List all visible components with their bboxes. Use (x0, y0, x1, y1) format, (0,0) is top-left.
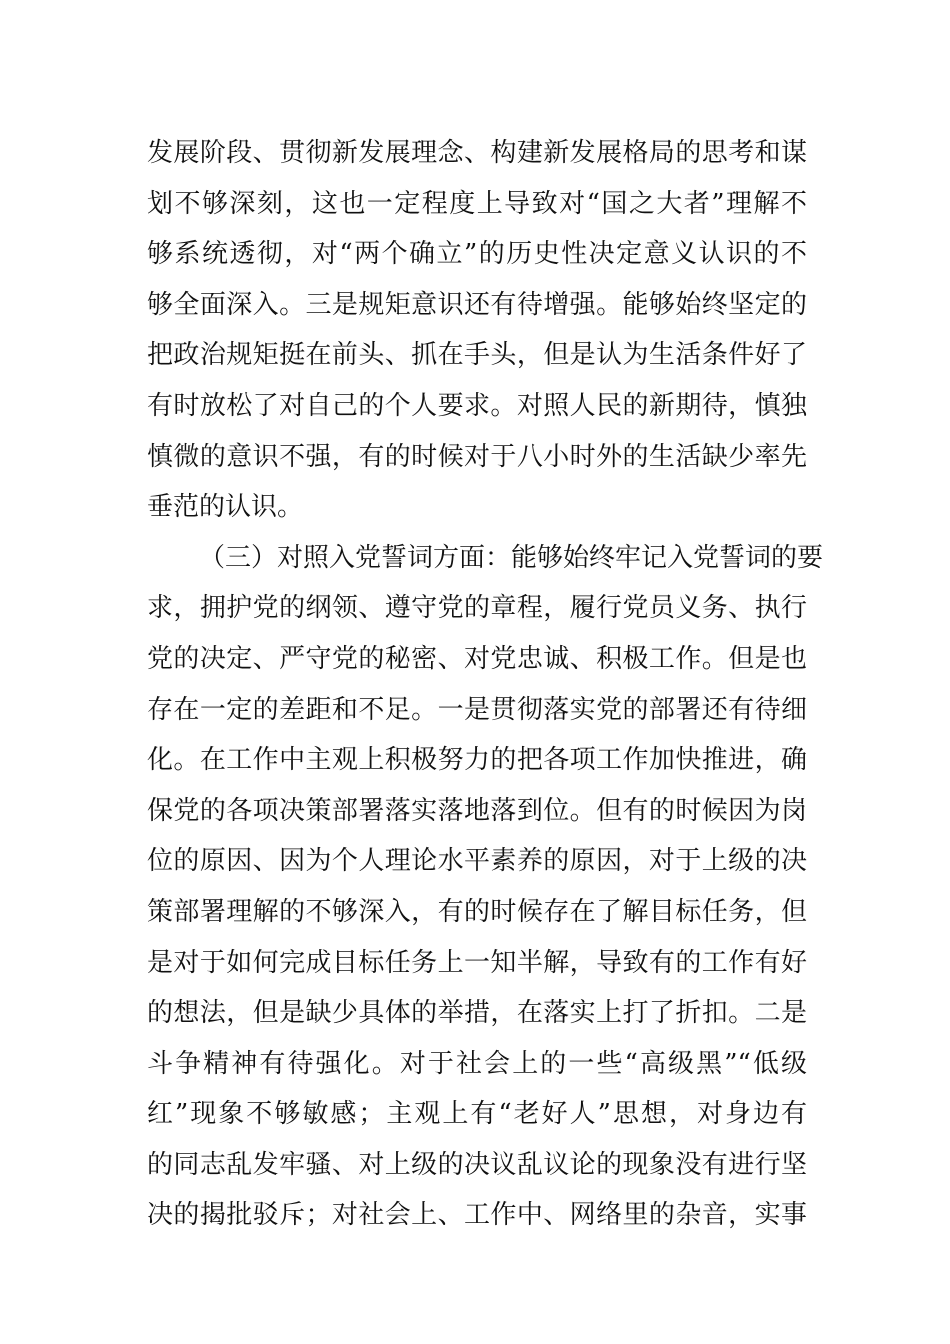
text-line: 存在一定的差距和不足。一是贯彻落实党的部署还有待细 (147, 694, 807, 725)
text-line: 决的揭批驳斥；对社会上、工作中、网络里的杂音，实事 (147, 1200, 807, 1231)
text-line: 够全面深入。三是规矩意识还有待增强。能够始终坚定的 (147, 289, 807, 320)
text-line: 把政治规矩挺在前头、抓在手头，但是认为生活条件好了 (147, 340, 807, 371)
paragraph-start-line: （三）对照入党誓词方面：能够始终牢记入党誓词的要 (199, 542, 824, 573)
text-line: 斗争精神有待强化。对于社会上的一些“高级黑”“低级 (147, 1048, 807, 1079)
body-text (147, 128, 824, 1241)
text-line: 垂范的认识。 (147, 492, 304, 523)
text-line: 发展阶段、贯彻新发展理念、构建新发展格局的思考和谋 (147, 138, 807, 168)
text-line: 慎微的意识不强，有的时候对于八小时外的生活缺少率先 (147, 441, 807, 472)
text-line: 是对于如何完成目标任务上一知半解，导致有的工作有好 (147, 947, 807, 978)
text-line: 党的决定、严守党的秘密、对党忠诚、积极工作。但是也 (147, 643, 807, 674)
text-line: 红”现象不够敏感；主观上有“老好人”思想，对身边有 (147, 1099, 807, 1130)
text-line: 保党的各项决策部署落实落地落到位。但有的时候因为岗 (147, 795, 807, 826)
text-line: 策部署理解的不够深入，有的时候存在了解目标任务，但 (147, 896, 807, 927)
text-line: 划不够深刻，这也一定程度上导致对“国之大者”理解不 (147, 188, 807, 219)
text-line: 有时放松了对自己的个人要求。对照人民的新期待，慎独 (147, 390, 807, 421)
text-line: 的同志乱发牢骚、对上级的决议乱议论的现象没有进行坚 (147, 1149, 807, 1180)
text-line: 够系统透彻，对“两个确立”的历史性决定意义认识的不 (147, 239, 807, 270)
text-line: 求，拥护党的纲领、遵守党的章程，履行党员义务、执行 (147, 593, 807, 624)
text-line: 的想法，但是缺少具体的举措，在落实上打了折扣。二是 (147, 998, 807, 1029)
text-line: 位的原因、因为个人理论水平素养的原因，对于上级的决 (147, 846, 807, 877)
text-line: 化。在工作中主观上积极努力的把各项工作加快推进，确 (147, 745, 807, 776)
